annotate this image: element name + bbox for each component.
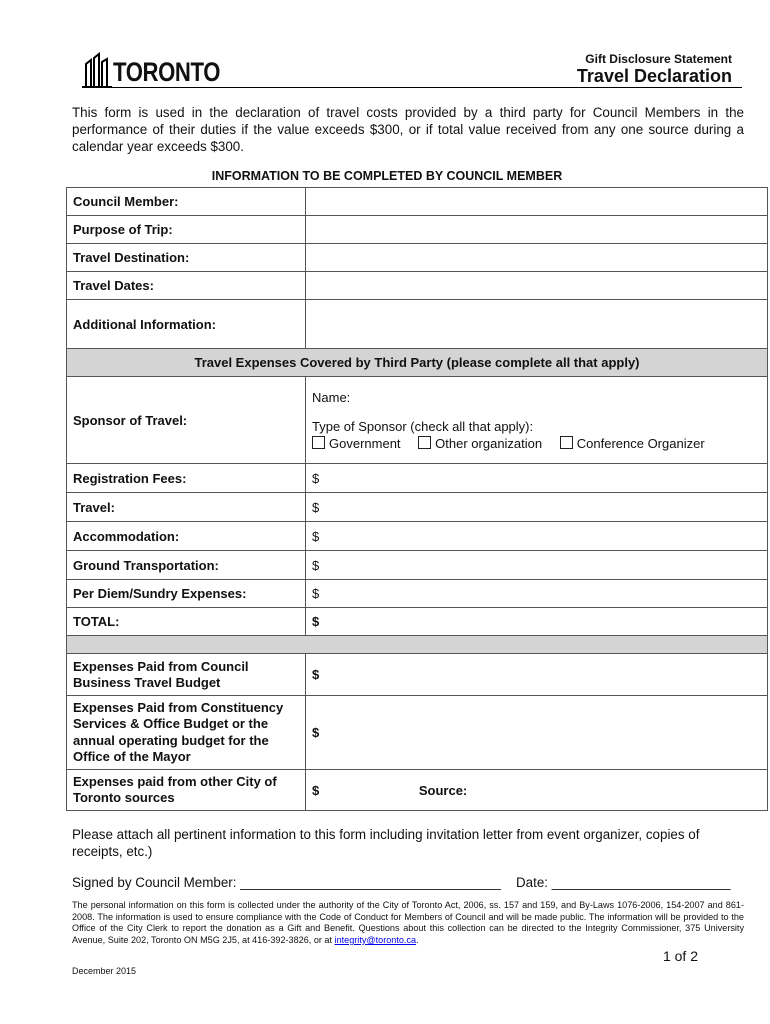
expense-row [67, 493, 768, 522]
checkbox-icon[interactable] [312, 436, 325, 449]
field-label: Sponsor of Travel: [67, 377, 306, 464]
form-row [67, 300, 768, 349]
sponsor-option-government[interactable] [312, 436, 401, 451]
field-label: Accommodation: [67, 522, 306, 551]
sponsor-option-other-organization[interactable] [418, 436, 542, 451]
field-label: Council Member: [67, 188, 306, 216]
separator-band-row [67, 636, 768, 654]
paid-from-row [67, 770, 768, 811]
form-subtitle: Gift Disclosure Statement [585, 52, 732, 66]
field-label: TOTAL: [67, 608, 306, 636]
sponsor-type-label: Type of Sponsor (check all that apply): [312, 418, 534, 434]
option-label: Other organization [435, 435, 543, 451]
amount-prefix: $ [312, 782, 320, 798]
header-rule [82, 87, 742, 88]
registration-fees-field[interactable]: $ [306, 464, 768, 493]
travel-dates-field[interactable] [306, 272, 768, 300]
form-row [67, 216, 768, 244]
accommodation-field[interactable]: $ [306, 522, 768, 551]
expense-row [67, 580, 768, 608]
sponsor-option-conference-organizer[interactable] [560, 436, 705, 451]
privacy-end: . [416, 934, 419, 945]
privacy-text: The personal information on this form is collected under the authority of the City of Toronto Act, 2006, ss. 157 and 159, and By-Laws 1076-2006, 154-2007 and 861-2008. The information is used to ensure compliance with the Code of Conduct for Members of Council and will be made public. The information will be provided to the Office of the City Clerk to report the donation as a Gift and Benefit. Questions about this collection can be directed to the Integrity Commissioner, 375 University Avenue, Suite 202, Toronto ON M5G 2J5, at 416-392-3826, or at [72, 900, 744, 945]
field-label: Additional Information: [67, 300, 306, 349]
declaration-form-table [66, 187, 768, 811]
council-budget-field[interactable]: $ [306, 654, 768, 696]
page-number: 1 of 2 [662, 948, 698, 964]
sponsor-type-options [312, 436, 761, 451]
form-row [67, 244, 768, 272]
per-diem-field[interactable]: $ [306, 580, 768, 608]
expense-row [67, 522, 768, 551]
field-label: Expenses paid from other City of Toronto sources [67, 770, 306, 811]
privacy-notice [72, 900, 744, 946]
expenses-band-row [67, 349, 768, 377]
field-label: Per Diem/Sundry Expenses: [67, 580, 306, 608]
signature-line[interactable]: Signed by Council Member: ___________________________________ [72, 875, 501, 890]
attachment-note: Please attach all pertinent information to this form including invitation letter from event organizer, copies of receipts, etc.) [72, 827, 700, 859]
section-heading: INFORMATION TO BE COMPLETED BY COUNCIL MEMBER [211, 169, 563, 183]
additional-information-field[interactable] [306, 300, 768, 349]
paid-from-row [67, 654, 768, 696]
council-member-field[interactable] [306, 188, 768, 216]
checkbox-icon[interactable] [560, 436, 573, 449]
date-line[interactable]: Date: ________________________ [516, 875, 731, 890]
expense-row [67, 464, 768, 493]
source-label: Source: [418, 782, 468, 798]
paid-from-row [67, 696, 768, 770]
field-label: Expenses Paid from Constituency Services & Office Budget or the annual operating budget for the Office of the Mayor [67, 696, 306, 770]
revision-date: December 2015 [72, 966, 137, 976]
field-label: Travel Dates: [67, 272, 306, 300]
integrity-email-link[interactable]: integrity@toronto.ca [334, 934, 417, 945]
option-label: Government [329, 435, 401, 451]
field-label: Registration Fees: [67, 464, 306, 493]
form-row [67, 272, 768, 300]
sponsor-name-label[interactable]: Name: [312, 389, 351, 405]
sponsor-row [67, 377, 768, 464]
field-label: Ground Transportation: [67, 551, 306, 580]
travel-cost-field[interactable]: $ [306, 493, 768, 522]
total-field[interactable]: $ [306, 608, 768, 636]
field-label: Expenses Paid from Council Business Travel Budget [67, 654, 306, 696]
travel-destination-field[interactable] [306, 244, 768, 272]
ground-transportation-field[interactable]: $ [306, 551, 768, 580]
form-row [67, 188, 768, 216]
sponsor-details [306, 377, 768, 464]
field-label: Travel: [67, 493, 306, 522]
intro-paragraph: This form is used in the declaration of travel costs provided by a third party for Council Members in the performance of their duties if the value exceeds $300, or if total value received from any one source during a calendar year exceeds $300. [72, 105, 744, 154]
expenses-band-heading: Travel Expenses Covered by Third Party (please complete all that apply) [67, 349, 768, 377]
expense-row [67, 608, 768, 636]
checkbox-icon[interactable] [418, 436, 431, 449]
separator-band [67, 636, 768, 654]
expense-row [67, 551, 768, 580]
constituency-budget-field[interactable]: $ [306, 696, 768, 770]
form-title: Travel Declaration [576, 66, 732, 86]
field-label: Travel Destination: [67, 244, 306, 272]
field-label: Purpose of Trip: [67, 216, 306, 244]
option-label: Conference Organizer [576, 435, 705, 451]
logo-wordmark: TORONTO [113, 57, 221, 87]
other-city-sources-field[interactable] [306, 770, 768, 811]
purpose-of-trip-field[interactable] [306, 216, 768, 244]
